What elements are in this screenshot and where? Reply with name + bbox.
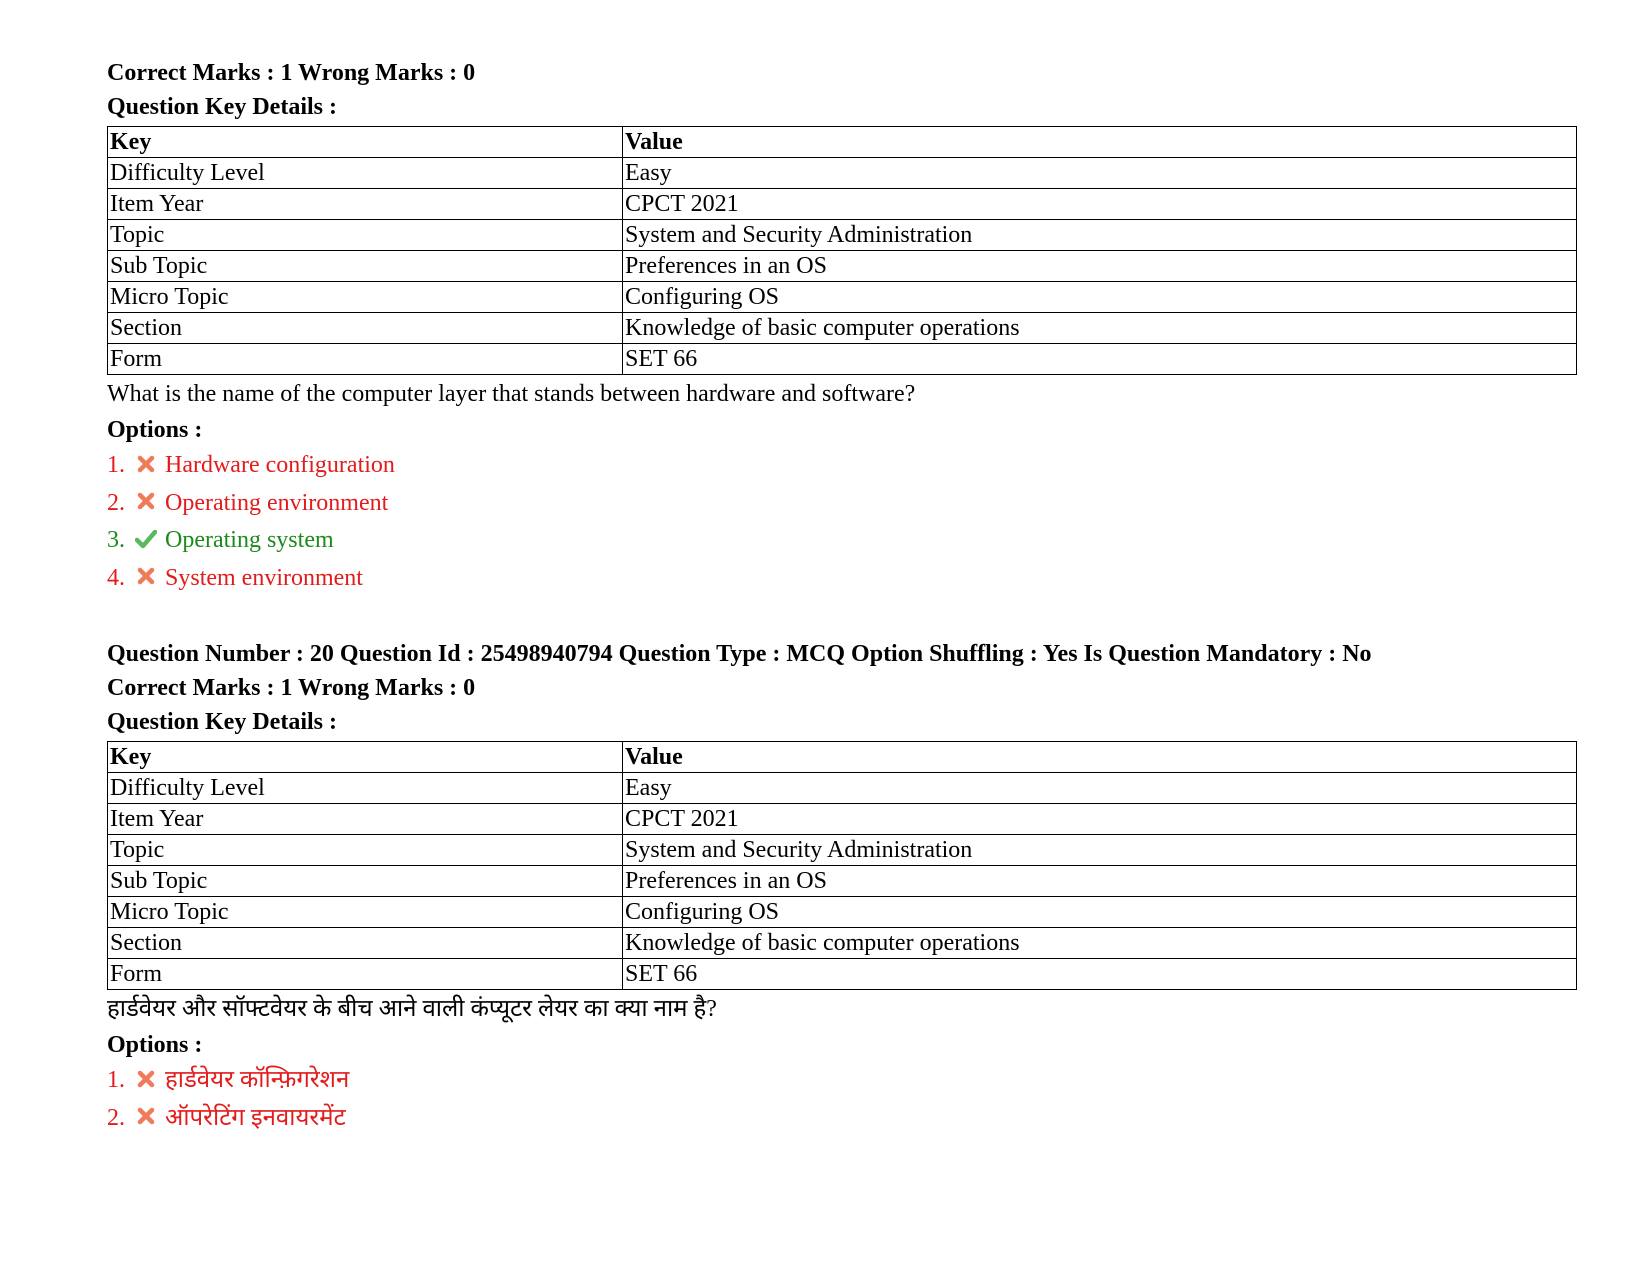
cross-icon bbox=[135, 562, 157, 584]
table-row bbox=[108, 158, 1577, 189]
table-row bbox=[108, 897, 1577, 928]
row-value: System and Security Administration bbox=[623, 835, 1577, 866]
row-value: CPCT 2021 bbox=[623, 804, 1577, 835]
table-row bbox=[108, 282, 1577, 313]
row-value: Preferences in an OS bbox=[623, 251, 1577, 282]
options-label: Options : bbox=[107, 1032, 203, 1058]
option-number: 3. bbox=[107, 527, 125, 553]
option-2 bbox=[107, 1100, 1577, 1138]
cross-icon bbox=[135, 450, 157, 472]
row-key: Form bbox=[108, 959, 623, 990]
marks-line: Correct Marks : 1 Wrong Marks : 0 bbox=[107, 60, 476, 86]
table-row bbox=[108, 866, 1577, 897]
option-1 bbox=[107, 447, 1577, 485]
table-header-row bbox=[108, 742, 1577, 773]
row-value: System and Security Administration bbox=[623, 220, 1577, 251]
table-row bbox=[108, 313, 1577, 344]
cross-icon bbox=[135, 487, 157, 509]
table-row bbox=[108, 220, 1577, 251]
option-text: Operating system bbox=[165, 527, 334, 553]
row-value: Preferences in an OS bbox=[623, 866, 1577, 897]
option-number: 4. bbox=[107, 564, 125, 591]
option-3 bbox=[107, 522, 1577, 560]
row-value: Easy bbox=[623, 158, 1577, 189]
option-number: 2. bbox=[107, 489, 125, 516]
table-row bbox=[108, 344, 1577, 375]
row-key: Topic bbox=[108, 220, 623, 251]
question-text: हार्डवेयर और सॉफ्टवेयर के बीच आने वाली कंप्यूटर लेयर का क्या नाम है? bbox=[107, 996, 717, 1022]
key-details-table bbox=[107, 126, 1577, 375]
key-details-label: Question Key Details : bbox=[107, 709, 337, 735]
option-number: 2. bbox=[107, 1104, 125, 1131]
option-number: 1. bbox=[107, 452, 125, 478]
row-key: Section bbox=[108, 313, 623, 344]
row-key: Item Year bbox=[108, 189, 623, 220]
option-text: ऑपरेटिंग इनवायरमेंट bbox=[165, 1104, 346, 1131]
cross-icon bbox=[135, 1102, 157, 1124]
row-key: Sub Topic bbox=[108, 251, 623, 282]
row-key: Section bbox=[108, 928, 623, 959]
question-block-20 bbox=[107, 637, 1577, 1137]
row-key: Form bbox=[108, 344, 623, 375]
table-row bbox=[108, 251, 1577, 282]
header-key: Key bbox=[108, 742, 623, 773]
header-value: Value bbox=[623, 742, 1577, 773]
row-key: Micro Topic bbox=[108, 282, 623, 313]
row-value: Knowledge of basic computer operations bbox=[623, 313, 1577, 344]
row-value: Knowledge of basic computer operations bbox=[623, 928, 1577, 959]
row-key: Difficulty Level bbox=[108, 158, 623, 189]
row-key: Micro Topic bbox=[108, 897, 623, 928]
table-row bbox=[108, 773, 1577, 804]
options-label: Options : bbox=[107, 417, 203, 443]
row-value: SET 66 bbox=[623, 959, 1577, 990]
table-row bbox=[108, 928, 1577, 959]
question-page bbox=[107, 56, 1577, 1137]
question-header-line: Question Number : 20 Question Id : 25498940794 Question Type : MCQ Option Shuffling : Yes Is Question Mandatory : No bbox=[107, 641, 1372, 667]
option-4 bbox=[107, 560, 1577, 598]
option-text: Operating environment bbox=[165, 489, 389, 516]
row-value: Configuring OS bbox=[623, 897, 1577, 928]
table-row bbox=[108, 189, 1577, 220]
table-row bbox=[108, 804, 1577, 835]
option-text: हार्डवेयर कॉन्फ़िगरेशन bbox=[165, 1067, 350, 1093]
row-value: SET 66 bbox=[623, 344, 1577, 375]
option-2 bbox=[107, 485, 1577, 523]
option-number: 1. bbox=[107, 1067, 125, 1093]
question-block-19 bbox=[107, 56, 1577, 597]
header-key: Key bbox=[108, 127, 623, 158]
row-value: CPCT 2021 bbox=[623, 189, 1577, 220]
header-value: Value bbox=[623, 127, 1577, 158]
spacer bbox=[107, 597, 1577, 637]
question-text: What is the name of the computer layer that stands between hardware and software? bbox=[107, 381, 916, 407]
row-key: Topic bbox=[108, 835, 623, 866]
row-value: Configuring OS bbox=[623, 282, 1577, 313]
option-1 bbox=[107, 1062, 1577, 1100]
cross-icon bbox=[135, 1065, 157, 1087]
row-key: Item Year bbox=[108, 804, 623, 835]
row-key: Sub Topic bbox=[108, 866, 623, 897]
row-key: Difficulty Level bbox=[108, 773, 623, 804]
table-row bbox=[108, 959, 1577, 990]
option-text: Hardware configuration bbox=[165, 452, 395, 478]
check-icon bbox=[135, 525, 157, 547]
table-header-row bbox=[108, 127, 1577, 158]
option-text: System environment bbox=[165, 564, 363, 591]
key-details-table bbox=[107, 741, 1577, 990]
row-value: Easy bbox=[623, 773, 1577, 804]
marks-line: Correct Marks : 1 Wrong Marks : 0 bbox=[107, 675, 476, 701]
key-details-label: Question Key Details : bbox=[107, 94, 337, 120]
table-row bbox=[108, 835, 1577, 866]
